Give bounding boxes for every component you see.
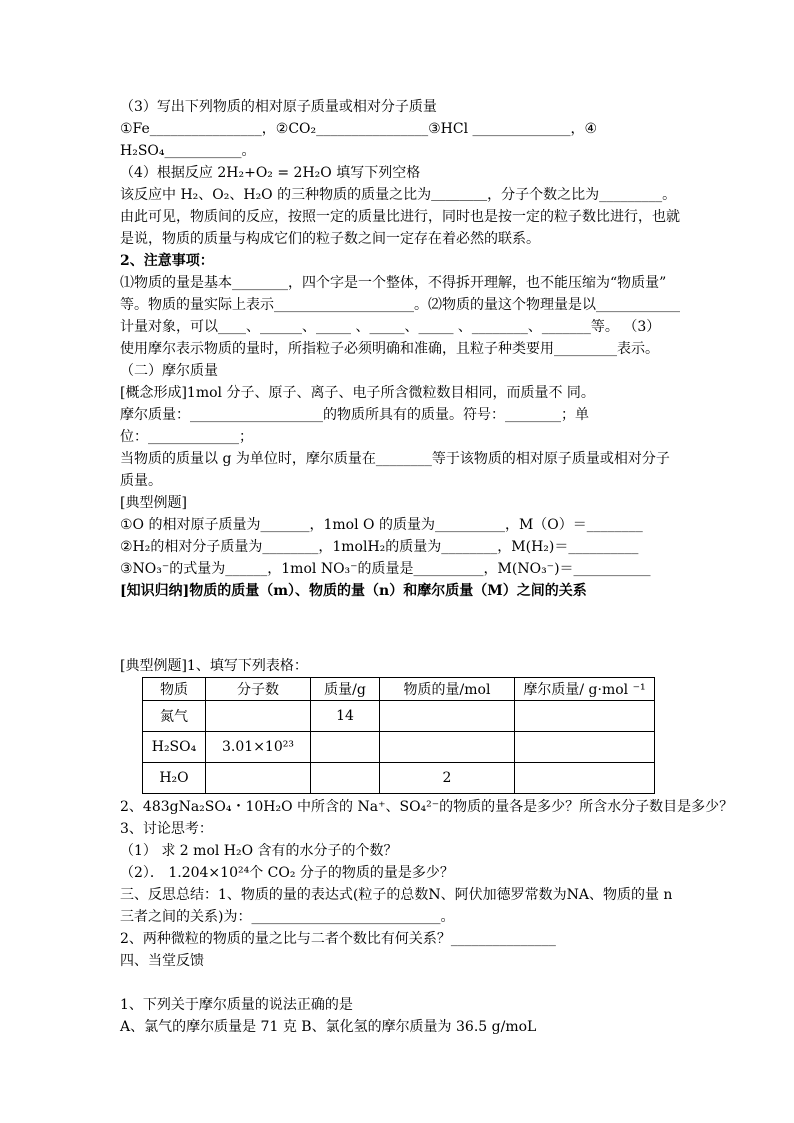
table-cell: 2 [380, 763, 515, 794]
text-line: H₂SO₄___________。 [120, 143, 256, 159]
table-cell: 氮气 [143, 701, 206, 732]
table-cell [515, 763, 655, 794]
section-heading: 四、当堂反馈 [120, 953, 204, 969]
table-cell [206, 701, 311, 732]
text-line: ③NO₃⁻的式量为______，1mol NO₃⁻的质量是__________，M(NO₃⁻)＝___________ [120, 561, 651, 577]
table-cell [515, 732, 655, 763]
table-cell: 3.01×10²³ [206, 732, 311, 763]
section-heading: 2、注意事项： [120, 253, 214, 269]
text-line: 是说，物质的质量与构成它们的粒子数之间一定存在着必然的联系。 [120, 231, 540, 247]
table-header-cell: 质量/g [311, 678, 380, 701]
table-cell [380, 732, 515, 763]
text-line: （3）写出下列物质的相对原子质量或相对分子质量 [120, 99, 437, 115]
text-line: 该反应中 H₂、O₂、H₂O 的三种物质的质量之比为＿＿＿＿，分子个数之比为_________。 [120, 187, 677, 203]
text-line: 计量对象，可以____、______、_____ 、_____、_____ 、________、_______等。 （3） [120, 319, 661, 335]
text-line: 质量。 [120, 473, 162, 489]
text-line: （1） 求 2 mol H₂O 含有的水分子的个数？ [120, 843, 398, 859]
text-line: [概念形成]1mol 分子、原子、离子、电子所含微粒数目相同，而质量不 同。 [120, 385, 595, 401]
table-row [143, 763, 655, 794]
text-line: 等。物质的量实际上表示____________________。⑵物质的量这个物理量是以____________ [120, 297, 680, 313]
table-header-cell: 物质的量/mol [380, 678, 515, 701]
text-line: ①Fe________________，②CO₂________________③HCl ______________，④ [120, 121, 598, 137]
section-heading: （二）摩尔质量 [120, 363, 218, 379]
text-line: （2）． 1.204×10²⁴个 CO₂ 分子的物质的量是多少？ [120, 865, 454, 881]
text-line: 3、讨论思考： [120, 821, 213, 837]
text-line: 三者之间的关系)为：___________________________。 [120, 909, 455, 925]
text-line: 由此可见，物质间的反应，按照一定的质量比进行，同时也是按一定的粒子数比进行，也就 [120, 209, 680, 225]
text-line: [知识归纳]物质的质量（m）、物质的量（n）和摩尔质量（M）之间的关系 [120, 583, 587, 599]
text-line: ⑴物质的量是基本________，四个字是一个整体，不得拆开理解，也不能压缩为“物质量” [120, 275, 667, 291]
text-line: 位：_____________； [120, 429, 253, 445]
table-cell: H₂SO₄ [143, 732, 206, 763]
text-line: ②H₂的相对分子质量为________，1molH₂的质量为________，M(H₂)＝__________ [120, 539, 639, 555]
text-line: 1、下列关于摩尔质量的说法正确的是 [120, 997, 353, 1013]
text-line: 2、两种微粒的物质的量之比与二者个数比有何关系？_______________ [120, 931, 556, 947]
text-line: 当物质的质量以 g 为单位时，摩尔质量在________等于该物质的相对原子质量或相对分子 [120, 451, 670, 467]
table-header-cell: 摩尔质量/ g·mol ⁻¹ [515, 678, 655, 701]
text-line: [典型例题]1、填写下列表格： [120, 658, 308, 674]
table-cell: H₂O [143, 763, 206, 794]
text-line: 三、反思总结：1、物质的量的表达式(粒子的总数N、阿伏加德罗常数为NA、物质的量 n [120, 887, 673, 903]
table-cell [515, 701, 655, 732]
table-row [143, 732, 655, 763]
text-line: （4）根据反应 2H₂+O₂ = 2H₂O 填写下列空格 [120, 165, 421, 181]
table-header-cell: 物质 [143, 678, 206, 701]
table-cell [380, 701, 515, 732]
text-line: 2、483gNa₂SO₄・10H₂O 中所含的 Na⁺、SO₄²⁻的物质的量各是多少？所含水分子数目是多少？ [120, 799, 734, 815]
table-cell [311, 732, 380, 763]
text-line: 使用摩尔表示物质的量时，所指粒子必须明确和准确，且粒子种类要用_________表示。 [120, 341, 659, 357]
table-cell [206, 763, 311, 794]
text-line: A、氯气的摩尔质量是 71 克 B、氯化氢的摩尔质量为 36.5 g/moL [120, 1019, 537, 1035]
table-row [143, 701, 655, 732]
table-header-row [143, 678, 655, 701]
table-cell: 14 [311, 701, 380, 732]
data-table [142, 677, 655, 794]
text-line: [典型例题] [120, 495, 187, 511]
table-header-cell: 分子数 [206, 678, 311, 701]
text-line: ①O 的相对原子质量为_______，1mol O 的质量为__________，M（O）＝________ [120, 517, 643, 533]
text-line: 摩尔质量：___________________的物质所具有的质量。符号：________；单 [120, 407, 589, 423]
table-cell [311, 763, 380, 794]
